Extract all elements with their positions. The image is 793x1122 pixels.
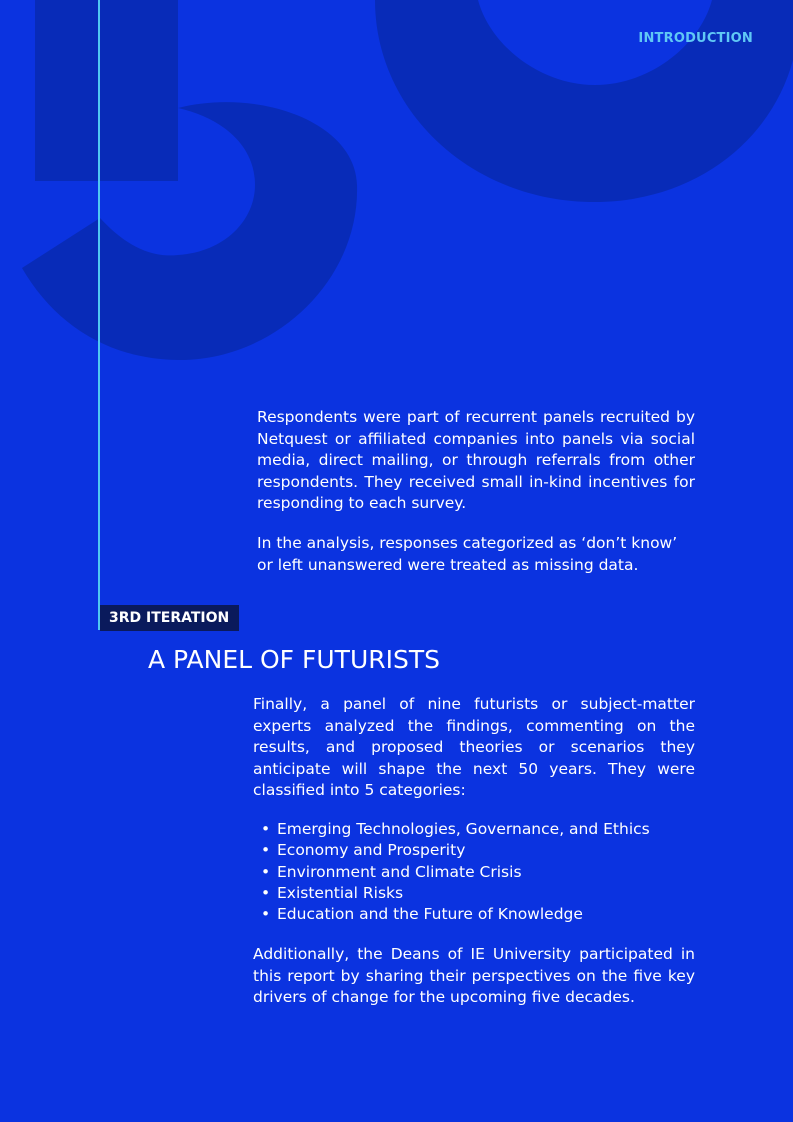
category-label: Education and the Future of Knowledge [277, 905, 583, 924]
digit-five-stem [35, 0, 178, 181]
intro-paragraph-missing-data: In the analysis, responses categorized as ‘don’t know’ or left unanswered were treated as missing data. [257, 534, 678, 574]
category-label: Economy and Prosperity [277, 841, 466, 860]
accent-vertical-line [98, 0, 100, 630]
futurists-paragraph: Finally, a panel of nine futurists or subject-matter experts analyzed the findings, commenting on the results, and proposed theories or scenarios they anticipate will shape the next 50 years. They were classified into 5 categories: [253, 695, 695, 799]
iteration-badge: 3RD ITERATION [100, 605, 239, 631]
bullet-icon: • [261, 820, 271, 838]
bullet-icon: • [261, 841, 271, 860]
list-item [253, 904, 695, 925]
bullet-icon: • [261, 862, 271, 881]
section-heading: A PANEL OF FUTURISTS [148, 645, 441, 674]
section-label: INTRODUCTION [638, 31, 753, 46]
categories-list [253, 819, 695, 925]
bullet-icon: • [261, 883, 271, 902]
bullet-icon: • [261, 905, 271, 924]
deans-paragraph: Additionally, the Deans of IE University participated in this report by sharing their perspectives on the five key drivers of change for the upcoming five decades. [253, 945, 695, 1006]
list-item [253, 840, 695, 861]
decorative-50-graphic [0, 0, 793, 400]
category-label: Emerging Technologies, Governance, and Ethics [277, 820, 650, 838]
list-item [253, 862, 695, 883]
intro-paragraph-recruitment: Respondents were part of recurrent panels recruited by Netquest or affiliated companies into panels via social media, direct mailing, or through referrals from other respondents. They received small in-kind incentives for responding to each survey. [257, 408, 695, 512]
category-label: Existential Risks [277, 883, 404, 902]
category-label: Environment and Climate Crisis [277, 862, 522, 881]
list-item [253, 883, 695, 904]
list-item [253, 819, 695, 840]
